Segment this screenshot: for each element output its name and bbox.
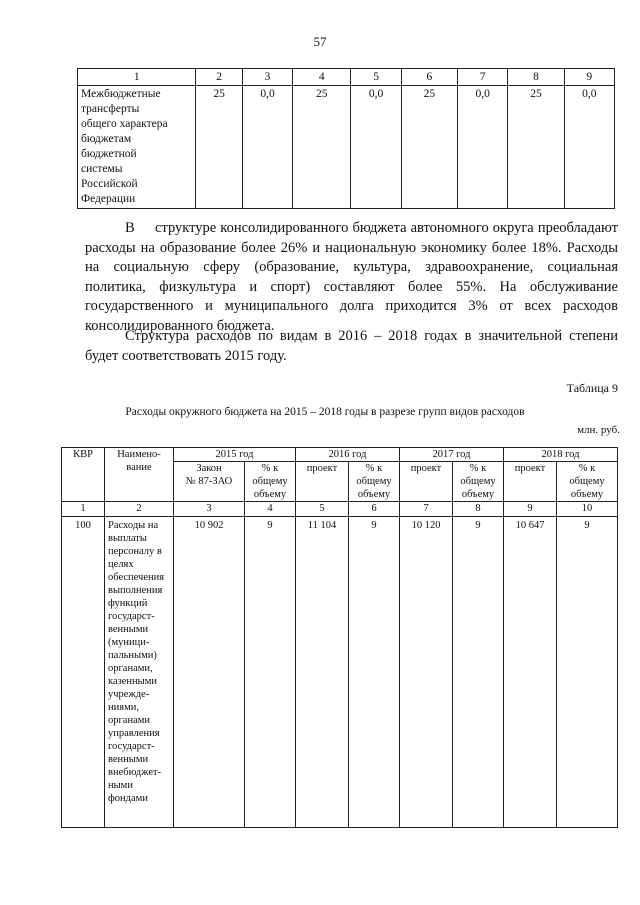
- table-title: Расходы окружного бюджета на 2015 – 2018 годы в разрезе групп видов расходов: [125, 406, 525, 418]
- value-cell: 9: [349, 517, 400, 828]
- table-9-col-number: 10: [557, 502, 618, 517]
- table-1-col-number: 1: [78, 69, 196, 86]
- value-cell: 9: [245, 517, 296, 828]
- law-header: Закон № 87-ЗАО: [174, 462, 245, 502]
- table-1-col-number: 6: [401, 69, 457, 86]
- percent-header: % к общему объему: [349, 462, 400, 502]
- table-1-col-number: 3: [242, 69, 292, 86]
- table-9-col-number: 1: [62, 502, 105, 517]
- value-cell: 9: [453, 517, 504, 828]
- table-1-col-number: 9: [564, 69, 614, 86]
- table-1-cell: 0,0: [242, 86, 292, 209]
- paragraph-1-text: структуре консолидированного бюджета автономного округа преобладают расходы на образование более 26% и национальную экономику более 18%. Расходы на социальную сферу (образование, культура, здравоохранение, социальная политика, физкультура и спорт) составляют более 55%. На обслуживание государственного и муниципального долга приходится 3% от всех расходов консолидированного бюджета.: [85, 220, 618, 334]
- year-2015-header: 2015 год: [174, 448, 296, 462]
- year-2016-header: 2016 год: [296, 448, 400, 462]
- table-1-cell: 0,0: [351, 86, 401, 209]
- table-1-col-number: 7: [457, 69, 507, 86]
- paragraph-2: [85, 327, 618, 366]
- table-1-cell: 0,0: [457, 86, 507, 209]
- table-1-col-number: 5: [351, 69, 401, 86]
- percent-header: % к общему объему: [557, 462, 618, 502]
- page-number: 57: [313, 34, 327, 49]
- table-1-row: [78, 86, 615, 209]
- units-label: млн. руб.: [577, 424, 620, 436]
- year-2017-header: 2017 год: [400, 448, 504, 462]
- table-1-cell: 25: [196, 86, 242, 209]
- value-cell: 10 902: [174, 517, 245, 828]
- table-9-row: [62, 517, 618, 828]
- value-cell: 10 647: [504, 517, 557, 828]
- table-9: [61, 447, 618, 828]
- percent-header: % к общему объему: [245, 462, 296, 502]
- kvr-cell: 100: [62, 517, 105, 828]
- project-header: проект: [400, 462, 453, 502]
- project-header: проект: [504, 462, 557, 502]
- table-1-cell: 0,0: [564, 86, 614, 209]
- value-cell: 11 104: [296, 517, 349, 828]
- table-1-header-row: [78, 69, 615, 86]
- paragraph-2-text: Структура расходов по видам в 2016 – 2018 годах в значительной степени будет соответствовать 2015 году.: [85, 328, 618, 364]
- table-9-col-number: 5: [296, 502, 349, 517]
- table-9-col-number: 2: [105, 502, 174, 517]
- table-9-col-number: 3: [174, 502, 245, 517]
- project-header: проект: [296, 462, 349, 502]
- table-1-cell: 25: [401, 86, 457, 209]
- table-1-row-name: Межбюджетные трансферты общего характера бюджетам бюджетной системы Российской Федерации: [78, 86, 196, 209]
- value-cell: 10 120: [400, 517, 453, 828]
- table-1-col-number: 8: [508, 69, 564, 86]
- table-1-cell: 25: [508, 86, 564, 209]
- table-9-col-number: 9: [504, 502, 557, 517]
- table-1-col-number: 2: [196, 69, 242, 86]
- table-1-col-number: 4: [293, 69, 351, 86]
- table-9-column-numbers: [62, 502, 618, 517]
- kvr-header: КВР: [62, 448, 105, 502]
- name-header: Наимено- вание: [105, 448, 174, 502]
- percent-header: % к общему объему: [453, 462, 504, 502]
- table-9-col-number: 8: [453, 502, 504, 517]
- table-label: Таблица 9: [566, 381, 618, 395]
- row-name-cell: Расходы на выплаты персоналу в целях обеспечения выполнения функций государст- венными (муници- пальными) органами, казенными учрежде- ниями, органами управления государст- венными внебюджет- ными фондами: [105, 517, 174, 828]
- table-1: [77, 68, 615, 209]
- value-cell: 9: [557, 517, 618, 828]
- paragraph-1: [85, 219, 618, 336]
- table-9-col-number: 7: [400, 502, 453, 517]
- table-9-col-number: 4: [245, 502, 296, 517]
- table-9-header-row-1: [62, 448, 618, 462]
- table-1-cell: 25: [293, 86, 351, 209]
- paragraph-1-start: В: [125, 220, 135, 236]
- table-9-col-number: 6: [349, 502, 400, 517]
- year-2018-header: 2018 год: [504, 448, 618, 462]
